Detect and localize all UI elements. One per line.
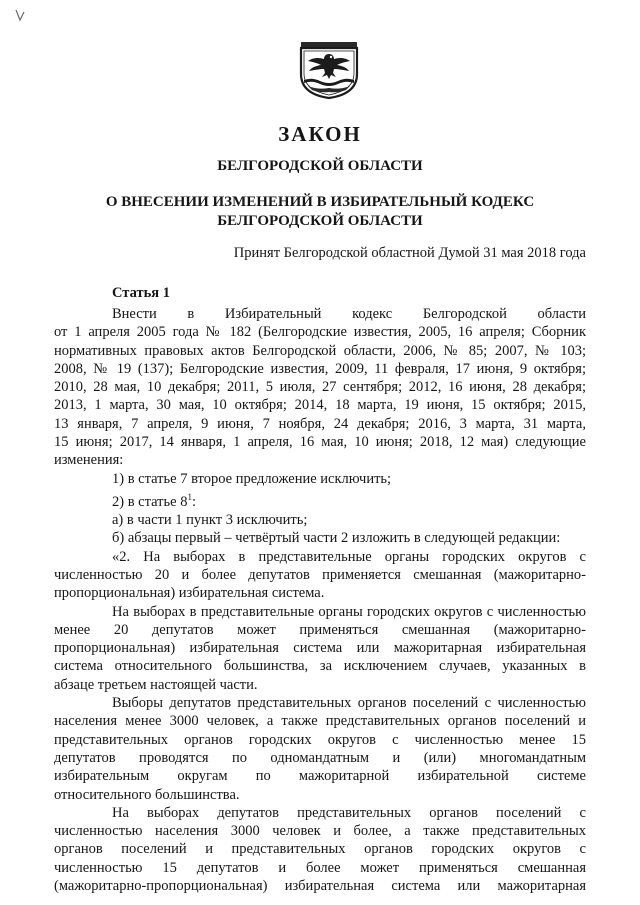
- text-line: численностью 15 депутатов и более может применяться смешанная: [54, 859, 586, 876]
- text-line: численностью населения 3000 человек и более, а также представительных: [54, 823, 586, 840]
- text-line: пропорциональная) избирательная система или мажоритарная избирательная: [54, 640, 586, 657]
- text-line: 13 января, 7 апреля, 9 июня, 7 ноября, 24 декабря; 2016, 3 марта, 31 марта,: [54, 415, 586, 432]
- text-line: На выборах в представительные органы городских округов с численностью: [112, 603, 586, 620]
- text-line: органов поселений и представительных органов городских округов с: [54, 841, 586, 858]
- law-body: [54, 305, 586, 895]
- text-line: депутатов проводятся по одномандатным и (или) многомандатным: [54, 749, 586, 766]
- text-line: численностью 20 и более депутатов применяется смешанная (мажоритарно-: [54, 566, 586, 583]
- text-line: населения менее 3000 человек, а также представительных органов поселений и: [54, 713, 586, 730]
- text-line: абзаце третьем настоящей части.: [54, 676, 258, 693]
- text-line: представительных органов городских округов с численностью менее 15: [54, 731, 586, 748]
- text-line: Выборы депутатов представительных органов поселений с численностью: [112, 695, 586, 712]
- text-line: система относительного большинства, за исключением случаев, указанных в: [54, 658, 586, 675]
- article-heading: Статья 1: [112, 285, 170, 301]
- text-line: б) абзацы первый – четвёртый части 2 изложить в следующей редакции:: [112, 530, 561, 547]
- text-line: нормативных правовых актов Белгородской области, 2006, № 85; 2007, № 103;: [54, 342, 586, 359]
- text-line-part: :: [191, 493, 196, 510]
- text-line: 2008, № 19 (137); Белгородские известия, 2009, 11 февраля, 17 июня, 9 октября;: [54, 360, 586, 377]
- text-line: [54, 488, 586, 511]
- text-line: избирательным округам по мажоритарной избирательной системе: [54, 768, 586, 785]
- text-line-part: 2) в статье 8: [112, 493, 188, 510]
- law-region: БЕЛГОРОДСКОЙ ОБЛАСТИ: [217, 158, 423, 174]
- text-line: изменения:: [54, 452, 124, 469]
- corner-mark-icon: [14, 8, 26, 22]
- text-line: «2. На выборах в представительные органы городских округов с: [112, 548, 586, 565]
- law-subject: [0, 193, 640, 231]
- law-title: ЗАКОН: [278, 122, 362, 146]
- law-subject-line: БЕЛГОРОДСКОЙ ОБЛАСТИ: [217, 213, 423, 229]
- law-subject-line: О ВНЕСЕНИИ ИЗМЕНЕНИЙ В ИЗБИРАТЕЛЬНЫЙ КОДЕКС: [105, 194, 535, 210]
- text-line: пропорциональная) избирательная система.: [54, 585, 325, 602]
- text-line: 15 июня; 2017, 14 января, 1 апреля, 16 мая, 10 июня; 2018, 12 мая) следующие: [54, 434, 586, 451]
- text-line: относительного большинства.: [54, 786, 240, 803]
- text-line: (мажоритарно-пропорциональная) избирательная система или мажоритарная: [54, 878, 586, 895]
- superscript: 1: [187, 491, 192, 502]
- text-line: 1) в статье 7 второе предложение исключить;: [112, 470, 392, 487]
- text-line: а) в части 1 пункт 3 исключить;: [112, 512, 308, 529]
- text-line: 2013, 1 марта, 30 мая, 10 октября; 2014, 18 марта, 19 июня, 15 октября; 2015,: [54, 397, 586, 414]
- text-line: 2010, 28 мая, 10 декабря; 2011, 5 июля, 27 сентября; 2012, 16 июня, 28 декабря;: [54, 379, 586, 396]
- belgorod-coat-of-arms-icon: [298, 40, 360, 100]
- text-line: менее 20 депутатов может применяться смешанная (мажоритарно-: [54, 621, 586, 638]
- text-line: от 1 апреля 2005 года № 182 (Белгородские известия, 2005, 16 апреля; Сборник: [54, 324, 586, 341]
- text-line: Внести в Избирательный кодекс Белгородской области: [112, 306, 586, 322]
- text-line: На выборах депутатов представительных органов поселений с: [112, 804, 586, 821]
- adoption-note: Принят Белгородской областной Думой 31 мая 2018 года: [233, 245, 586, 261]
